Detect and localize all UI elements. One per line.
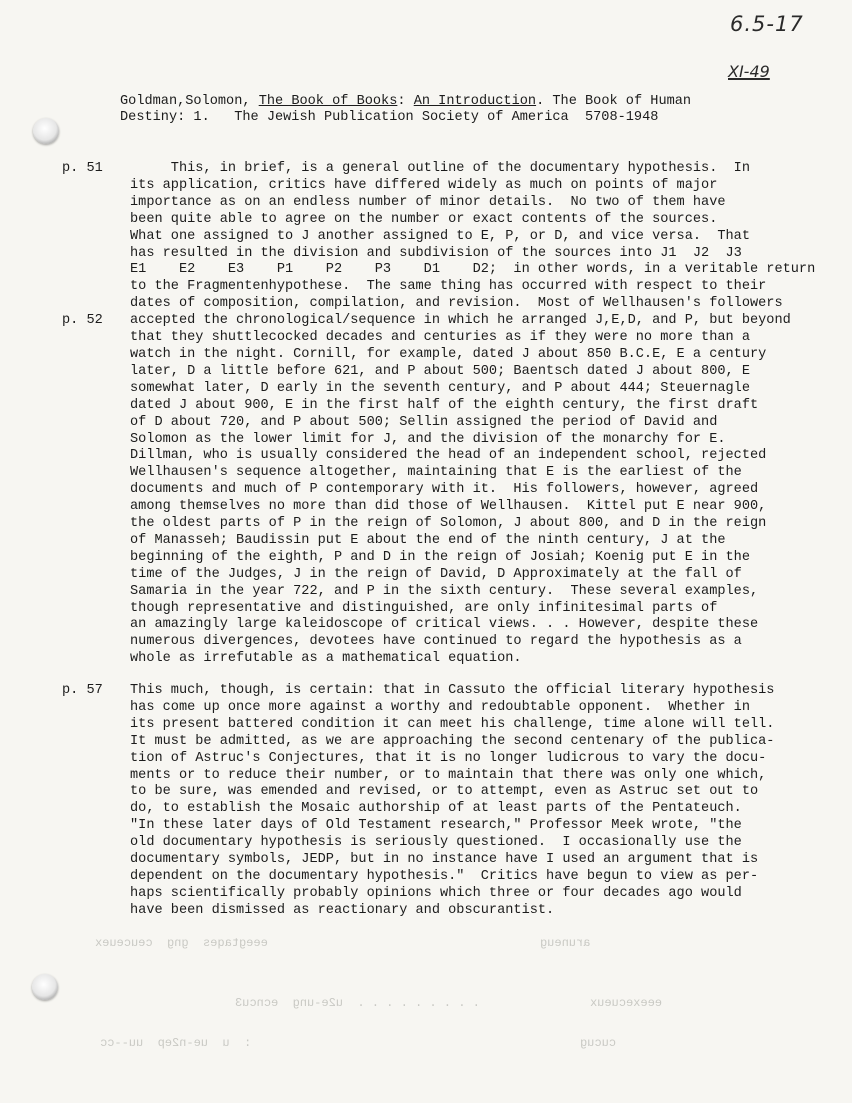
page-mark-52: p. 52 [62, 313, 103, 328]
text-line: dates of composition, compilation, and revision. Most of Wellhausen's followers [130, 296, 783, 312]
handwritten-reference-text: XI-49 [728, 62, 770, 81]
text-line: has come up once more against a worthy and redoubtable opponent. Whether in [130, 699, 750, 715]
bleed-through-text: aruneug [540, 936, 591, 950]
text-line: Solomon as the lower limit for J, and the division of the monarchy for E. [130, 431, 726, 447]
text-line: It must be admitted, as we are approaching the second centenary of the publica- [130, 733, 775, 749]
text-line: accepted the chronological/sequence in which he arranged J,E,D, and P, but beyond [130, 313, 791, 329]
text-line: time of the Judges, J in the reign of David, D Approximately at the fall of [130, 566, 742, 582]
passage-documentary-hypothesis [130, 161, 816, 668]
text-line: This much, though, is certain: that in Cassuto the official literary hypothesis [130, 683, 775, 698]
punch-hole-top [33, 118, 59, 144]
text-line: watch in the night. Cornill, for example, dated J about 850 B.C.E, E a century [130, 346, 767, 362]
bleed-through-text: : u ue-n2ep uu--cc [100, 1036, 266, 1050]
punch-hole-bottom [32, 974, 58, 1000]
text-line: whole as irrefutable as a mathematical equation. [130, 651, 522, 667]
text-line: numerous divergences, devotees have continued to regard the hypothesis as a [130, 634, 742, 650]
text-line: to the Fragmentenhypothese. The same thing has occurred with respect to their [130, 279, 767, 295]
text-line: do, to establish the Mosaic authorship of at least parts of the Pentateuch. [130, 801, 742, 817]
text-line: ments or to reduce their number, or to maintain that there was only one which, [130, 767, 767, 783]
bleed-through-text: eeexecueux [590, 996, 663, 1010]
text-line: of D about 720, and P about 500; Sellin assigned the period of David and [130, 414, 718, 430]
text-line: What one assigned to J another assigned to E, P, or D, and vice versa. That [130, 228, 750, 244]
text-line: has resulted in the division and subdivision of the sources into J1 J2 J3 [130, 245, 742, 261]
text-line: importance as on an endless number of minor details. No two of them have [130, 194, 726, 210]
text-line: its application, critics have differed widely as much on points of major [130, 177, 718, 193]
bleed-through-text: . . . . . . . . . u2e-ung ecncu3 [235, 996, 480, 1010]
handwritten-code: 6.5-17 [730, 12, 804, 36]
citation-line-2: Destiny: 1. The Jewish Publication Society of America 5708-1948 [120, 110, 659, 125]
citation-colon: : [397, 94, 414, 109]
text-line: old documentary hypothesis is seriously questioned. I occasionally use the [130, 835, 742, 851]
bleed-through-text: eeegtaqes gng ceuceuex [95, 936, 268, 950]
text-line: the oldest parts of P in the reign of Solomon, J about 800, and D in the reign [130, 516, 767, 532]
text-line: its present battered condition it can meet his challenge, time alone will tell. [130, 716, 775, 732]
text-line: somewhat later, D early in the seventh century, and P about 444; Steuernagle [130, 380, 750, 396]
text-line: This, in brief, is a general outline of the documentary hypothesis. In [130, 161, 750, 176]
text-line: to be sure, was emended and revised, or to attempt, even as Astruc set out to [130, 784, 759, 800]
text-line: "In these later days of Old Testament research," Professor Meek wrote, "the [130, 818, 742, 834]
text-line: tion of Astruc's Conjectures, that it is no longer ludicrous to vary the docu- [130, 750, 767, 766]
text-line: haps scientifically probably opinions which three or four decades ago would [130, 885, 742, 901]
text-line: among themselves no more than did those of Wellhausen. Kittel put E near 900, [130, 499, 767, 515]
text-line: dated J about 900, E in the first half of the eighth century, the first draft [130, 397, 759, 413]
handwritten-reference [728, 62, 770, 81]
text-line: documentary symbols, JEDP, but in no instance have I used an argument that is [130, 852, 759, 868]
citation-title: The Book of Books [258, 94, 398, 109]
text-line: E1 E2 E3 P1 P2 P3 D1 D2; in other words, in a veritable return [130, 262, 816, 278]
text-line: Dillman, who is usually considered the head of an independent school, rejected [130, 448, 767, 464]
text-line: dependent on the documentary hypothesis." Critics have begun to view as per- [130, 868, 759, 884]
text-line: been quite able to agree on the number or exact contents of the sources. [130, 211, 718, 227]
text-line: Wellhausen's sequence altogether, maintaining that E is the earliest of the [130, 465, 742, 481]
text-line: documents and much of P contemporary with it. His followers, however, agreed [130, 482, 759, 498]
text-line: an amazingly large kaleidoscope of critical views. . . However, despite these [130, 617, 759, 633]
text-line: though representative and distinguished, are only infinitesimal parts of [130, 600, 718, 616]
page-mark-51: p. 51 [62, 161, 103, 176]
text-line: have been dismissed as reactionary and obscurantist. [130, 902, 555, 918]
citation-header [120, 94, 691, 126]
citation-author: Goldman,Solomon, [120, 94, 259, 109]
text-line: beginning of the eighth, P and D in the reign of Josiah; Koenig put E in the [130, 549, 750, 565]
citation-subtitle: An Introduction [413, 94, 537, 109]
text-line: Samaria in the year 722, and P in the sixth century. These several examples, [130, 583, 759, 599]
passage-cassuto [130, 683, 810, 920]
text-line: of Manasseh; Baudissin put E about the end of the ninth century, J at the [130, 532, 726, 548]
citation-rest: . The Book of Human [536, 94, 692, 109]
text-line: that they shuttlecocked decades and centuries as if they were no more than a [130, 330, 750, 346]
bleed-through-text: cucug [580, 1036, 617, 1050]
text-line: later, D a little before 621, and P about 500; Baentsch dated J about 800, E [130, 363, 750, 379]
page-mark-57: p. 57 [62, 683, 103, 698]
